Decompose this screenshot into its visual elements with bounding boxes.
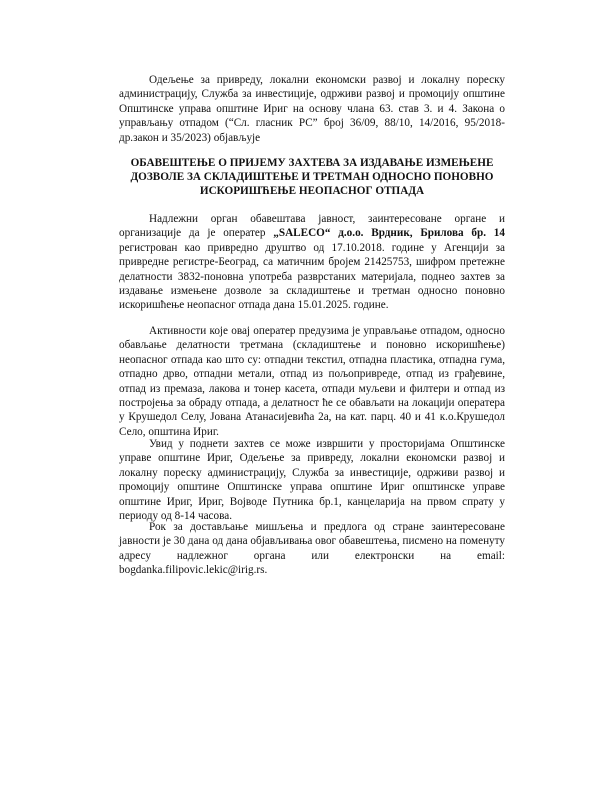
intro-paragraph: Одељење за привреду, локални економски развој и локалну пореску администрацију, Служба за инвестиције, одрживи развој и промоцију општине Општинске управа општине Ириг на основу члана 63. став 3. и 4. Закона о управљању отпадом (“Сл. гласник РС” број 36/09, 88/10, 14/2016, 95/2018-др.закон и 35/2023) објављује: [119, 74, 505, 144]
paragraph-operator-end: регистрован као привредно друштво од 17.10.2018. године у Агенцији за привредне регистре-Београд, са матичним бројем 21425753, шифром претежне делатности 3832-поновна употреба разврстаних материјала, поднео захтев за издавање измењене дозволе за складиштење и третман односно поновно искоришћење неопасног отпада дана 15.01.2025. године.: [119, 241, 505, 312]
paragraph-inspection: Увид у поднети захтев се може извршити у просторијама Општинске управе општине Ириг, Одељење за привреду, локални економски развој и локалну пореску администрацију, Служба за инвестиције, одрживи развој и промоцију општине Општинске управа општине Ириг општинске управе општине Ириг, Ириг, Војводе Путника бр.1, канцеларија на првом спрату у периоду од 8-14 часова.: [119, 438, 505, 523]
paragraph-activities: Активности које овај оператер предузима је управљање отпадом, односно обављање делатности третмана (складиштење и поновно искоришћење) неопасног отпада као што су: отпадни текстил, отпадна пластика, отпадна гума, отпадно дрво, отпадни метали, отпад из пољопривреде, отпад из грађевине, отпад из премаза, лакова и тонер касета, отпади муљеви и филтери и отпад из постројења за обраду отпада, а делатност ће се обављати на локацији оператера у Крушедол Селу, Јована Атанасијевића 2а, на кат. парц. 40 и 41 к.о.Крушедол Село, општина Ириг.: [119, 325, 505, 438]
paragraph-operator-start: Надлежни орган обавештава јавност, заинтересоване органе и организације да је оператер: [119, 213, 505, 240]
document-title: ОБАВЕШТЕЊЕ О ПРИЈЕМУ ЗАХТЕВА ЗА ИЗДАВАЊЕ ИЗМЕЊЕНЕ ДОЗВОЛЕ ЗА СКЛАДИШТЕЊЕ И ТРЕТМАН ОДНОСНО ПОНОВНО ИСКОРИШЋЕЊЕ НЕОПАСНОГ ОТПАДА: [130, 157, 494, 198]
paragraph-deadline: Рок за достављање мишљења и предлога од стране заинтересоване јавности је 30 дана од дана објављивања овог обавештења, писмено на поменуту адресу надлежног органа или електронски на email: bogdanka.filipovic.lekic@irig.rs.: [119, 521, 505, 577]
paragraph-operator: [119, 212, 505, 313]
operator-name: „SALECO“ д.о.о. Врдник, Брилова бр. 14: [273, 227, 505, 240]
